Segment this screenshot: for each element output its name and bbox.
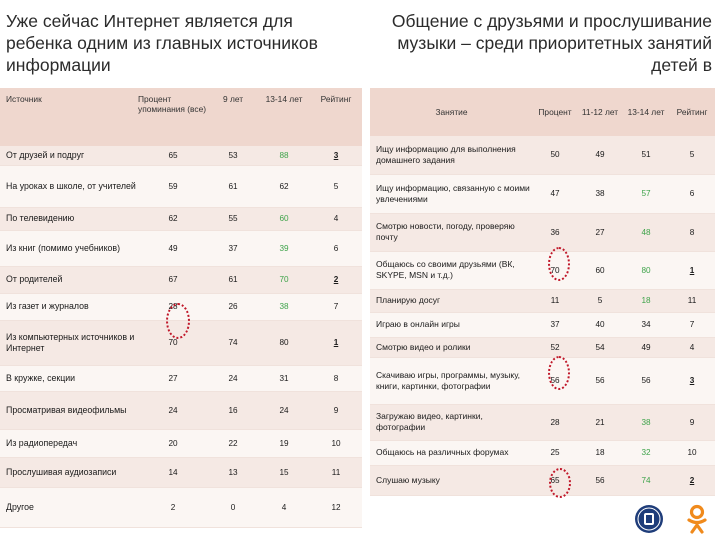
table-row bbox=[370, 174, 715, 213]
cell-value: 11 bbox=[669, 289, 715, 312]
table-row bbox=[370, 440, 715, 465]
row-label: Играю в онлайн игры bbox=[370, 312, 533, 337]
cell-value: 38 bbox=[623, 404, 669, 440]
cell-value: 10 bbox=[310, 429, 362, 457]
activities-table bbox=[370, 88, 715, 496]
cell-value: 74 bbox=[208, 320, 258, 365]
table-row bbox=[0, 320, 362, 365]
column-header: Источник bbox=[0, 88, 138, 146]
cell-value: 61 bbox=[208, 266, 258, 293]
table-row bbox=[0, 429, 362, 457]
cell-value: 59 bbox=[138, 165, 208, 207]
cell-value: 39 bbox=[258, 230, 310, 266]
row-label: Ищу информацию, связанную с моими увлечениями bbox=[370, 174, 533, 213]
cell-value: 1 bbox=[310, 320, 362, 365]
table-row bbox=[0, 146, 362, 165]
column-header: 13-14 лет bbox=[623, 88, 669, 136]
row-label: Загружаю видео, картинки, фотографии bbox=[370, 404, 533, 440]
cell-value: 38 bbox=[258, 293, 310, 320]
cell-value: 80 bbox=[623, 251, 669, 289]
cell-value: 2 bbox=[310, 266, 362, 293]
cell-value: 61 bbox=[208, 165, 258, 207]
table-row bbox=[370, 213, 715, 251]
row-label: Прослушивая аудиозаписи bbox=[0, 457, 138, 487]
table-row bbox=[0, 391, 362, 429]
table-header-row bbox=[370, 88, 715, 136]
table-row bbox=[370, 357, 715, 404]
row-label: Другое bbox=[0, 487, 138, 527]
row-label: Скачиваю игры, программы, музыку, книги, картинки, фотографии bbox=[370, 357, 533, 404]
odnoklassniki-icon bbox=[684, 504, 710, 534]
cell-value: 4 bbox=[669, 337, 715, 357]
cell-value: 56 bbox=[577, 465, 623, 495]
row-label: Общаюсь со своими друзьями (ВК, SKYPE, MSN и т.д.) bbox=[370, 251, 533, 289]
cell-value: 6 bbox=[310, 230, 362, 266]
cell-value: 53 bbox=[208, 146, 258, 165]
table-row bbox=[0, 230, 362, 266]
cell-value: 14 bbox=[138, 457, 208, 487]
cell-value: 18 bbox=[577, 440, 623, 465]
row-label: Из радиопередач bbox=[0, 429, 138, 457]
cell-value: 21 bbox=[577, 404, 623, 440]
cell-value: 10 bbox=[669, 440, 715, 465]
cell-value: 15 bbox=[258, 457, 310, 487]
cell-value: 6 bbox=[669, 174, 715, 213]
row-label: Из газет и журналов bbox=[0, 293, 138, 320]
cell-value: 56 bbox=[623, 357, 669, 404]
column-header: 9 лет bbox=[208, 88, 258, 146]
cell-value: 24 bbox=[208, 365, 258, 391]
row-label: Из компьютерных источников и Интернет bbox=[0, 320, 138, 365]
column-header: Занятие bbox=[370, 88, 533, 136]
table-row bbox=[370, 136, 715, 174]
table-row bbox=[370, 251, 715, 289]
cell-value: 60 bbox=[577, 251, 623, 289]
cell-value: 55 bbox=[208, 207, 258, 230]
cell-value: 52 bbox=[533, 337, 577, 357]
cell-value: 11 bbox=[533, 289, 577, 312]
cell-value: 48 bbox=[623, 213, 669, 251]
cell-value: 70 bbox=[533, 251, 577, 289]
cell-value: 62 bbox=[258, 165, 310, 207]
row-label: Смотрю новости, погоду, проверяю почту bbox=[370, 213, 533, 251]
cell-value: 0 bbox=[208, 487, 258, 527]
cell-value: 37 bbox=[208, 230, 258, 266]
cell-value: 5 bbox=[669, 136, 715, 174]
cell-value: 37 bbox=[533, 312, 577, 337]
cell-value: 2 bbox=[669, 465, 715, 495]
cell-value: 13 bbox=[208, 457, 258, 487]
cell-value: 27 bbox=[138, 365, 208, 391]
row-label: Общаюсь на различных форумах bbox=[370, 440, 533, 465]
row-label: По телевидению bbox=[0, 207, 138, 230]
cell-value: 60 bbox=[258, 207, 310, 230]
cell-value: 3 bbox=[669, 357, 715, 404]
cell-value: 16 bbox=[208, 391, 258, 429]
cell-value: 9 bbox=[669, 404, 715, 440]
cell-value: 80 bbox=[258, 320, 310, 365]
cell-value: 7 bbox=[310, 293, 362, 320]
cell-value: 20 bbox=[138, 429, 208, 457]
table-row bbox=[0, 487, 362, 527]
cell-value: 19 bbox=[258, 429, 310, 457]
cell-value: 2 bbox=[138, 487, 208, 527]
table-row bbox=[370, 312, 715, 337]
cell-value: 24 bbox=[138, 391, 208, 429]
cell-value: 4 bbox=[258, 487, 310, 527]
cell-value: 7 bbox=[669, 312, 715, 337]
cell-value: 9 bbox=[310, 391, 362, 429]
cell-value: 3 bbox=[310, 146, 362, 165]
cell-value: 47 bbox=[533, 174, 577, 213]
cell-value: 67 bbox=[138, 266, 208, 293]
cell-value: 51 bbox=[623, 136, 669, 174]
cell-value: 74 bbox=[623, 465, 669, 495]
table-row bbox=[370, 404, 715, 440]
cell-value: 34 bbox=[623, 312, 669, 337]
row-label: В кружке, секции bbox=[0, 365, 138, 391]
table-row bbox=[0, 207, 362, 230]
table-row bbox=[370, 465, 715, 495]
cell-value: 70 bbox=[138, 320, 208, 365]
column-header: Процент bbox=[533, 88, 577, 136]
table-row bbox=[0, 293, 362, 320]
column-header: 13-14 лет bbox=[258, 88, 310, 146]
row-label: Слушаю музыку bbox=[370, 465, 533, 495]
cell-value: 50 bbox=[533, 136, 577, 174]
row-label: От друзей и подруг bbox=[0, 146, 138, 165]
cell-value: 65 bbox=[533, 465, 577, 495]
cell-value: 40 bbox=[577, 312, 623, 337]
cell-value: 28 bbox=[138, 293, 208, 320]
cell-value: 38 bbox=[577, 174, 623, 213]
cell-value: 49 bbox=[623, 337, 669, 357]
row-label: Смотрю видео и ролики bbox=[370, 337, 533, 357]
cell-value: 88 bbox=[258, 146, 310, 165]
sources-table bbox=[0, 88, 362, 528]
column-header: 11-12 лет bbox=[577, 88, 623, 136]
cell-value: 54 bbox=[577, 337, 623, 357]
column-header: Процент упоминания (все) bbox=[138, 88, 208, 146]
table-row bbox=[0, 365, 362, 391]
column-header: Рейтинг bbox=[669, 88, 715, 136]
row-label: От родителей bbox=[0, 266, 138, 293]
cell-value: 26 bbox=[208, 293, 258, 320]
cell-value: 65 bbox=[138, 146, 208, 165]
page-title-left: Уже сейчас Интернет является для ребенка одним из главных источников информации bbox=[6, 11, 318, 75]
cell-value: 1 bbox=[669, 251, 715, 289]
cell-value: 8 bbox=[310, 365, 362, 391]
table-row bbox=[370, 337, 715, 357]
cell-value: 32 bbox=[623, 440, 669, 465]
table-row bbox=[370, 289, 715, 312]
table-row bbox=[0, 165, 362, 207]
cell-value: 25 bbox=[533, 440, 577, 465]
table-header-row bbox=[0, 88, 362, 146]
table-row bbox=[0, 457, 362, 487]
row-label: Ищу информацию для выполнения домашнего задания bbox=[370, 136, 533, 174]
cell-value: 70 bbox=[258, 266, 310, 293]
cell-value: 36 bbox=[533, 213, 577, 251]
row-label: На уроках в школе, от учителей bbox=[0, 165, 138, 207]
row-label: Планирую досуг bbox=[370, 289, 533, 312]
cell-value: 5 bbox=[310, 165, 362, 207]
cell-value: 31 bbox=[258, 365, 310, 391]
row-label: Просматривая видеофильмы bbox=[0, 391, 138, 429]
page-title-right: Общение с друзьями и прослушивание музыки – среди приоритетных занятий детей в bbox=[391, 11, 712, 75]
table-row bbox=[0, 266, 362, 293]
cell-value: 12 bbox=[310, 487, 362, 527]
cell-value: 8 bbox=[669, 213, 715, 251]
cell-value: 28 bbox=[533, 404, 577, 440]
cell-value: 27 bbox=[577, 213, 623, 251]
cell-value: 56 bbox=[577, 357, 623, 404]
university-seal-icon bbox=[634, 504, 664, 534]
cell-value: 22 bbox=[208, 429, 258, 457]
cell-value: 57 bbox=[623, 174, 669, 213]
cell-value: 4 bbox=[310, 207, 362, 230]
cell-value: 5 bbox=[577, 289, 623, 312]
cell-value: 49 bbox=[577, 136, 623, 174]
column-header: Рейтинг bbox=[310, 88, 362, 146]
cell-value: 56 bbox=[533, 357, 577, 404]
cell-value: 18 bbox=[623, 289, 669, 312]
cell-value: 62 bbox=[138, 207, 208, 230]
cell-value: 11 bbox=[310, 457, 362, 487]
cell-value: 49 bbox=[138, 230, 208, 266]
cell-value: 24 bbox=[258, 391, 310, 429]
row-label: Из книг (помимо учебников) bbox=[0, 230, 138, 266]
